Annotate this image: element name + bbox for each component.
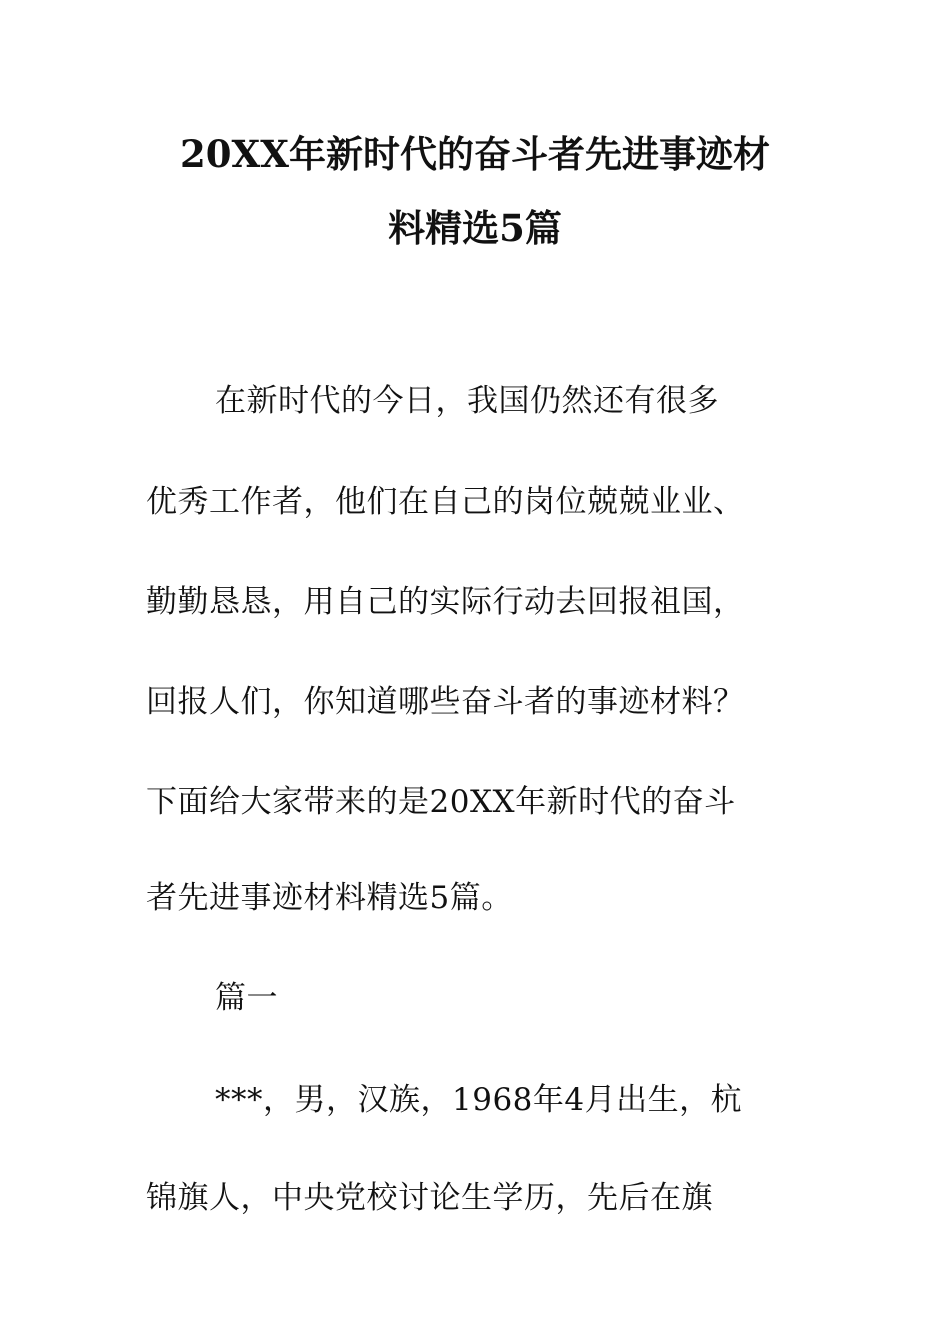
document-title-line-2: 料精选5篇 [388,206,562,250]
body-line-6: 者先进事迹材料精选5篇。 [146,880,513,916]
body-line-1: 在新时代的今日，我国仍然还有很多 [215,383,719,419]
body-line-4: 回报人们，你知道哪些奋斗者的事迹材料？ [146,684,745,720]
section-heading: 篇一 [215,980,278,1016]
body-line-8: ***，男，汉族，1968年4月出生，杭 [215,1082,743,1118]
body-line-5: 下面给大家带来的是20XX年新时代的奋斗 [146,784,736,820]
body-line-3: 勤勤恳恳，用自己的实际行动去回报祖国， [146,584,745,620]
body-line-9: 锦旗人，中央党校讨论生学历，先后在旗 [146,1180,713,1216]
body-line-2: 优秀工作者，他们在自己的岗位兢兢业业、 [146,484,745,520]
document-title-line-1: 20XX年新时代的奋斗者先进事迹材 [180,132,770,176]
